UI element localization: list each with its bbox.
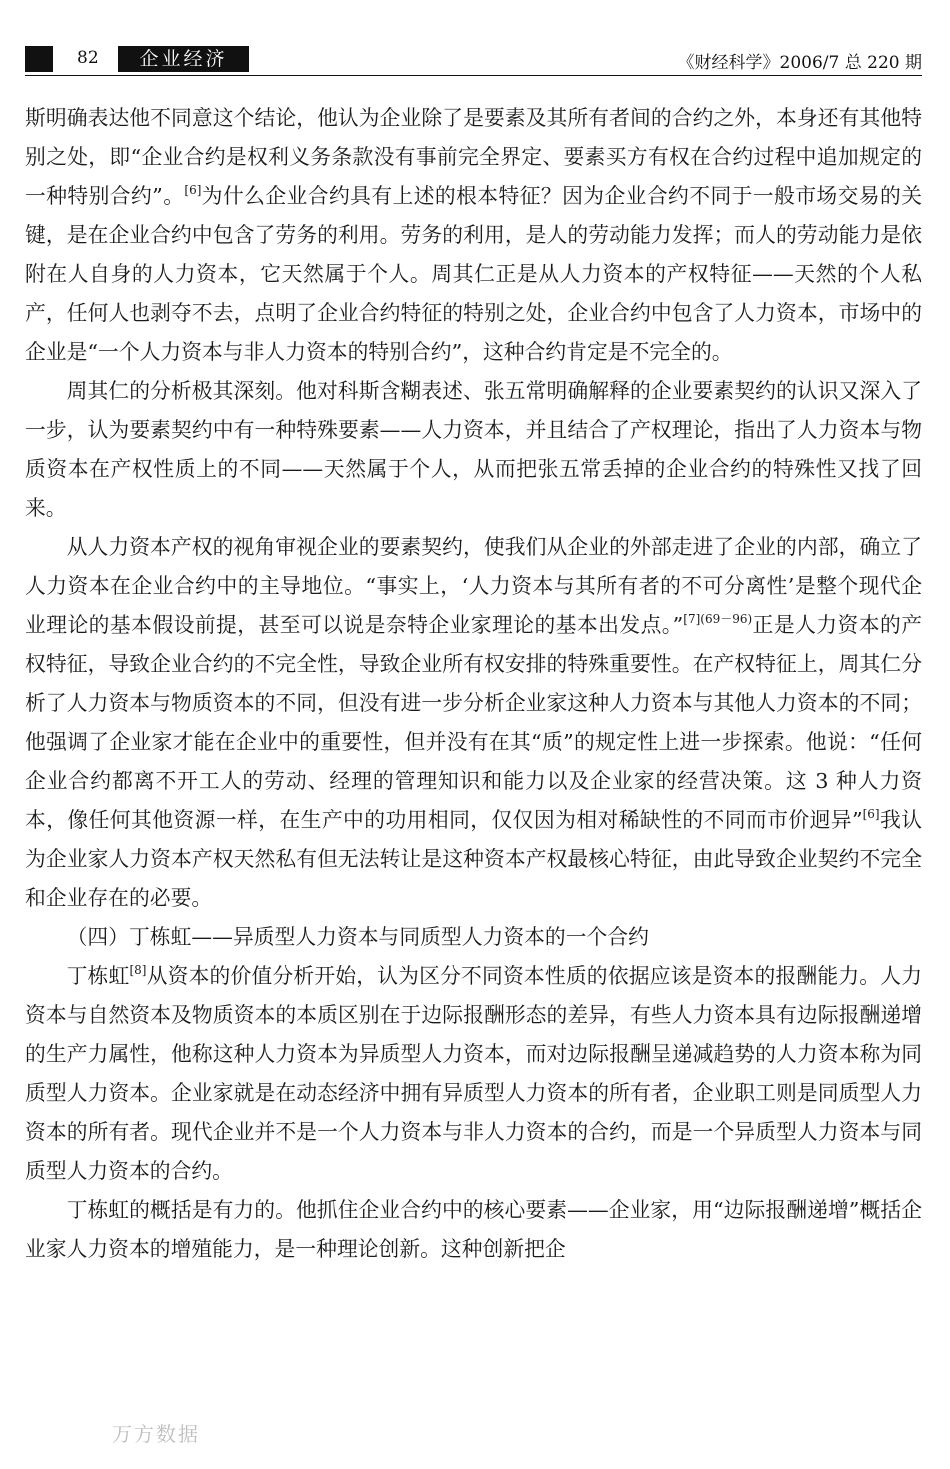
- watermark: 万方数据: [112, 1422, 200, 1446]
- citation-ref: [6]: [862, 807, 880, 821]
- citation-ref: [7](69－96): [683, 612, 753, 626]
- page-number: 82: [77, 48, 99, 68]
- citation-ref: [8]: [129, 963, 147, 977]
- header-black-marker: [25, 46, 53, 72]
- paragraph-4: 丁栋虹[8]从资本的价值分析开始，认为区分不同资本性质的依据应该是资本的报酬能力。人力资本与自然资本及物质资本的本质区别在于边际报酬形态的差异，有些人力资本具有边际报酬递增的生产力属性，他称这种人力资本为异质型人力资本，而对边际报酬呈递减趋势的人力资本称为同质型人力资本。企业家就是在动态经济中拥有异质型人力资本的所有者，企业职工则是同质型人力资本的所有者。现代企业并不是一个人力资本与非人力资本的合约，而是一个异质型人力资本与同质型人力资本的合约。: [25, 963, 923, 1183]
- article-body: [25, 99, 922, 1269]
- journal-info: 《财经科学》2006/7 总 220 期: [677, 53, 922, 73]
- paragraph-5: 丁栋虹的概括是有力的。他抓住企业合约中的核心要素——企业家，用“边际报酬递增”概括企业家人力资本的增殖能力，是一种理论创新。这种创新把企: [25, 1198, 922, 1261]
- running-header: [25, 44, 922, 74]
- paragraph-2: 周其仁的分析极其深刻。他对科斯含糊表述、张五常明确解释的企业要素契约的认识又深入了一步，认为要素契约中有一种特殊要素——人力资本，并且结合了产权理论，指出了人力资本与物质资本在产权性质上的不同——天然属于个人，从而把张五常丢掉的企业合约的特殊性又找了回来。: [25, 379, 922, 520]
- paragraph-3: 从人力资本产权的视角审视企业的要素契约，使我们从企业的外部走进了企业的内部，确立了人力资本在企业合约中的主导地位。“事实上，‘人力资本与其所有者的不可分离性’是整个现代企业理论的基本假设前提，甚至可以说是奈特企业家理论的基本出发点。”$^{[7](69-96)}$正是人力资本的产权特征，导致企业合约的不完全性，导致企业所有权安排的特殊重要性。在产权特征上，周其仁分析了人力资本与物质资本的不同，但没有进一步分析企业家这种人力资本与其他人力资本的不同；他强调了企业家才能在企业中的重要性，但并没有在其“质”的规定性上进一步探索。他说：“任何企业合约都离不开工人的劳动、经理的管理知识和能力以及企业家的经营决策。这 3 种人力资本，像任何其他资源一样，在生产中的功用相同，仅仅因为相对稀缺性的不同而市价迥异”[6]我认为企业家人力资本产权天然私有但无法转让是这种资本产权最核心特征，由此导致企业契约不完全和企业存在的必要。: [25, 535, 923, 910]
- citation-ref: [6]: [184, 183, 202, 197]
- header-rule: [25, 75, 922, 76]
- section-title: 企业经济: [118, 46, 249, 72]
- paragraph-1: 斯明确表达他不同意这个结论，他认为企业除了是要素及其所有者间的合约之外，本身还有其他特别之处，即“企业合约是权利义务条款没有事前完全界定、要素买方有权在合约过程中追加规定的一种特别合约”。[6]为什么企业合约具有上述的根本特征？因为企业合约不同于一般市场交易的关键，是在企业合约中包含了劳务的利用。劳务的利用，是人的劳动能力发挥；而人的劳动能力是依附在人自身的人力资本，它天然属于个人。周其仁正是从人力资本的产权特征——天然的个人私产，任何人也剥夺不去，点明了企业合约特征的特别之处，企业合约中包含了人力资本，市场中的企业是“一个人力资本与非人力资本的特别合约”，这种合约肯定是不完全的。: [25, 106, 922, 364]
- section-heading: （四）丁栋虹——异质型人力资本与同质型人力资本的一个合约: [66, 925, 649, 949]
